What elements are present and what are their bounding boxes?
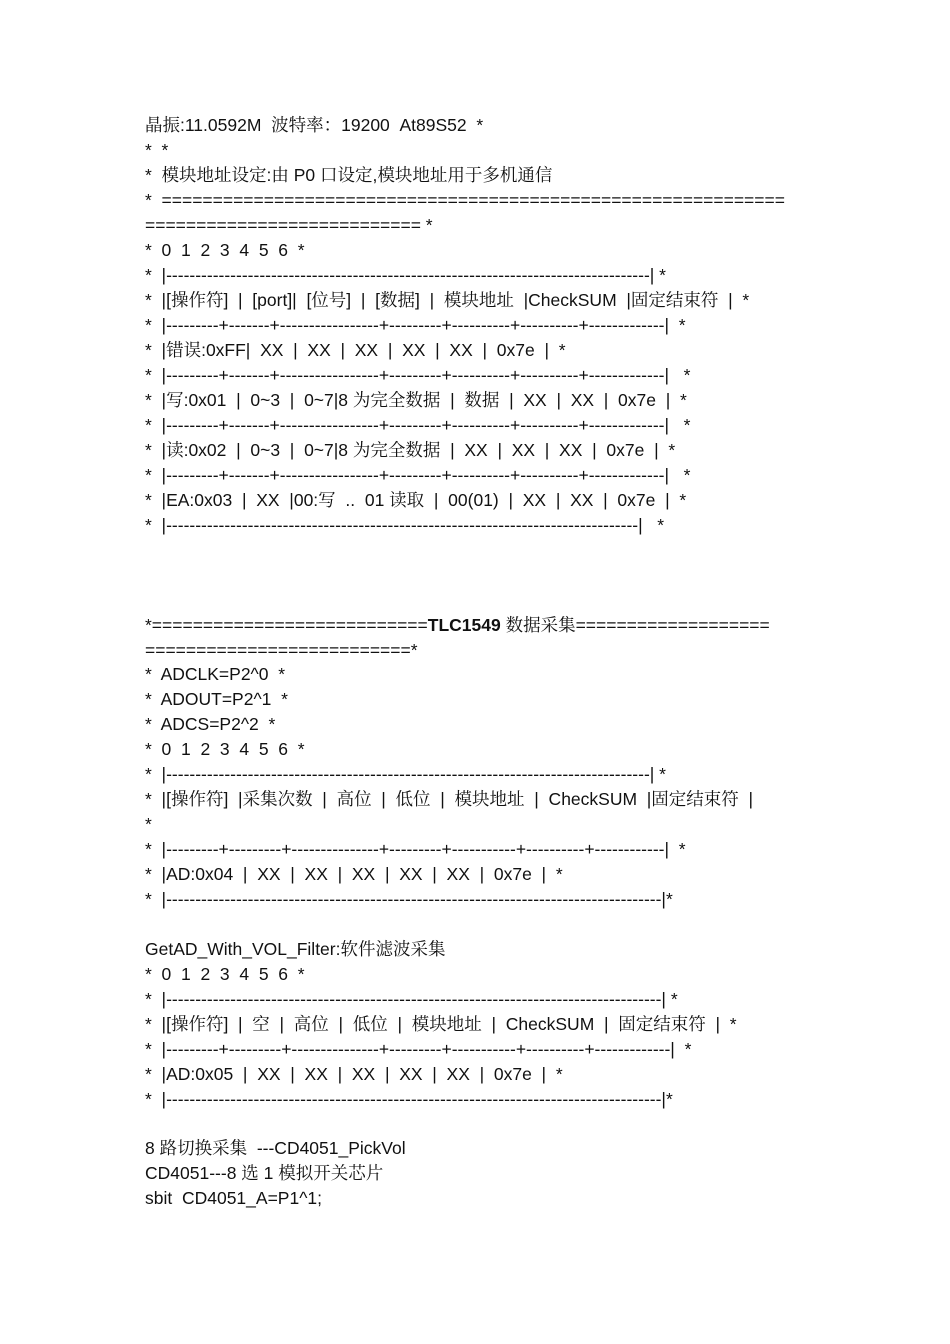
section-heading xyxy=(145,613,770,637)
table-border: * |---------+-------+-----------------+---------+----------+----------+-------------| * xyxy=(145,365,691,385)
text-line: =========================== * xyxy=(145,215,433,235)
table-border: * |---------+---------+---------------+---------+-----------+----------+-------------| * xyxy=(145,1039,692,1059)
table-row: * |EA:0x03 | XX |00:写 .. 01 读取 | 00(01) | XX | XX | 0x7e | * xyxy=(145,490,687,510)
text-line: * 0 1 2 3 4 5 6 * xyxy=(145,964,305,984)
text-line: sbit CD4051_A=P1^1; xyxy=(145,1188,322,1208)
table-border: * |---------+---------+---------------+---------+-----------+----------+------------| * xyxy=(145,839,686,859)
text-line: 晶振:11.0592M 波特率：19200 At89S52 * xyxy=(145,115,484,135)
heading-chip-name: TLC1549 xyxy=(427,615,501,635)
table-row: * |写:0x01 | 0~3 | 0~7|8 为完全数据 | 数据 | XX | XX | 0x7e | * xyxy=(145,390,687,410)
table-border: * |-----------------------------------------------------------------------------------| * xyxy=(145,764,666,784)
heading-rule-right: 数据采集=================== xyxy=(500,615,770,635)
text-line: ==========================* xyxy=(145,640,418,660)
text-line: * ADCLK=P2^0 * xyxy=(145,664,286,684)
text-line: * 模块地址设定:由 P0 口设定,模块地址用于多机通信 xyxy=(145,165,553,185)
text-line: * 0 1 2 3 4 5 6 * xyxy=(145,739,305,759)
table-border: * |-------------------------------------------------------------------------------------| * xyxy=(145,989,678,1009)
table-border: * |-----------------------------------------------------------------------------------| * xyxy=(145,265,666,285)
table-border: * |-------------------------------------------------------------------------------------|* xyxy=(145,1089,673,1109)
table-row: * |读:0x02 | 0~3 | 0~7|8 为完全数据 | XX | XX | XX | 0x7e | * xyxy=(145,440,676,460)
table-row: * |AD:0x05 | XX | XX | XX | XX | XX | 0x7e | * xyxy=(145,1064,563,1084)
table-border: * |---------+-------+-----------------+---------+----------+----------+-------------| * xyxy=(145,315,686,335)
table-row: * |错误:0xFF| XX | XX | XX | XX | XX | 0x7e | * xyxy=(145,340,566,360)
table-border: * |---------+-------+-----------------+---------+----------+----------+-------------| * xyxy=(145,465,691,485)
text-line: * 0 1 2 3 4 5 6 * xyxy=(145,240,305,260)
text-line: GetAD_With_VOL_Filter:软件滤波采集 xyxy=(145,939,446,959)
table-border: * |---------------------------------------------------------------------------------| * xyxy=(145,515,665,535)
text-line: 8 路切换采集 ---CD4051_PickVol xyxy=(145,1138,406,1158)
table-header: * |[操作符] |采集次数 | 高位 | 低位 | 模块地址 | CheckSUM |固定结束符 | xyxy=(145,789,754,809)
text-line: * ADOUT=P2^1 * xyxy=(145,689,288,709)
text-line: * ADCS=P2^2 * xyxy=(145,714,276,734)
table-border: * |-------------------------------------------------------------------------------------|* xyxy=(145,889,673,909)
table-border: * |---------+-------+-----------------+---------+----------+----------+-------------| * xyxy=(145,415,691,435)
text-line: * ============================================================= xyxy=(145,190,785,210)
heading-rule-left: *=========================== xyxy=(145,615,428,635)
table-header: * |[操作符] | 空 | 高位 | 低位 | 模块地址 | CheckSUM | 固定结束符 | * xyxy=(145,1014,737,1034)
text-line: * xyxy=(145,814,152,834)
text-line: * * xyxy=(145,140,169,160)
table-header: * |[操作符] | [port]| [位号] | [数据] | 模块地址 |CheckSUM |固定结束符 | * xyxy=(145,290,750,310)
table-row: * |AD:0x04 | XX | XX | XX | XX | XX | 0x7e | * xyxy=(145,864,563,884)
text-line: CD4051---8 选 1 模拟开关芯片 xyxy=(145,1163,384,1183)
